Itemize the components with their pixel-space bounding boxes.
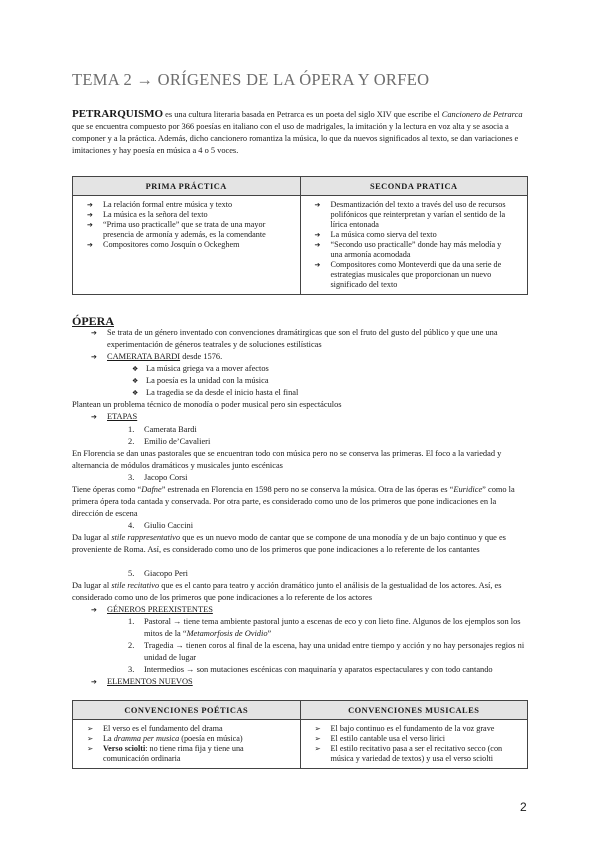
work-cancionero: Cancionero de Petrarca <box>441 110 523 119</box>
poetica-2-pre: La <box>103 734 114 743</box>
list-item: ➔ “Prima uso practicalle” que se trata de una mayor presencia de armonía y además, es la comendante <box>87 220 284 240</box>
list-item: ➔ La música es la señora del texto <box>87 210 284 220</box>
header-convenciones-musicales: CONVENCIONES MUSICALES <box>300 701 528 720</box>
work-euridice: Euridice <box>453 485 483 494</box>
camerata-label: CAMERATA BARDI <box>107 352 181 361</box>
etapa-1: 1. Camerata Bardi <box>128 425 197 434</box>
header-seconda-pratica: SECONDA PRATICA <box>300 177 528 196</box>
generos-label: GÉNEROS PREEXISTENTES <box>107 605 213 614</box>
camerata-date: desde 1576. <box>180 352 223 361</box>
seconda-pratica-cell <box>300 196 528 295</box>
corsi-text-a: Tiene óperas como “ <box>72 485 142 494</box>
etapa-2-name: Emilio de’Cavalieri <box>144 437 211 446</box>
convenciones-poeticas-cell <box>73 720 301 769</box>
section-heading-opera: ÓPERA <box>72 314 114 328</box>
poetica-1-text: El verso es el fundamento del drama <box>103 724 223 733</box>
term-verso-sciolti: Verso sciolti <box>103 744 146 753</box>
convenciones-table <box>72 700 528 769</box>
nuevos-label: ELEMENTOS NUEVOS <box>107 677 193 686</box>
page-title: TEMA 2 → ORÍGENES DE LA ÓPERA Y ORFEO <box>72 70 430 89</box>
genero-3: 3. Intermedios → son mutaciones escénicas con maquinaría y aparatos espectaculares y con todo cantando <box>128 664 528 676</box>
list-item: ➢ El estilo cantable usa el verso lirici <box>315 734 516 744</box>
term-stile-rappresentativo: stile rappresentativo <box>111 533 181 542</box>
genero-1-text: Pastoral → tiene tema ambiente pastoral junto a escenas de eco y con lieto fine. Algunos de los ejemplos son los mitos de la “ <box>144 617 521 638</box>
genero-3-text: Intermedios → son mutaciones escénicas con maquinaría y aparatos espectaculares y con todo cantando <box>144 665 493 674</box>
convenciones-musicales-cell <box>300 720 528 769</box>
corsi-text-c: ” como la primera ópera toda cantada y conservada. Por otra parte, es considerado como uno de los primeros que pone indicaciones en la dirección de escena <box>72 485 515 518</box>
camerata-bullet <box>107 351 222 363</box>
corsi-paragraph <box>72 484 528 520</box>
etapa-1-name: Camerata Bardi <box>144 425 197 434</box>
genero-2: 2. Tragedia → tienen coros al final de la escena, hay una unidad entre tiempo y acción y no hay personajes regios ni unidad de lugar <box>128 640 528 664</box>
term-stile-recitativo: stile recitativo <box>111 581 160 590</box>
work-dafne: Dafne <box>141 485 162 494</box>
peri-text-b: que es el canto para teatro y acción dramático junto el análisis de la gestualidad de los actores. Así, es considerado como uno de los primeros que pone indicaciones a lo referente de los actores <box>72 581 502 602</box>
genero-1: 1. Pastoral → tiene tema ambiente pastoral junto a escenas de eco y con lieto fine. Algunos de los ejemplos son los mitos de la “Metamorfosis de Ovidio” <box>128 617 521 638</box>
list-item: ➔ Desmantización del texto a través del uso de recursos polifónicos que reinterpretan y varían el sentido de la lírica entonada <box>315 200 512 230</box>
etapa-2: 2. Emilio de’Cavalieri <box>128 437 211 446</box>
etapa-3: 3. Jacopo Corsi <box>128 473 188 482</box>
etapas-label: ETAPAS <box>107 412 138 421</box>
camerata-sub-2: ❖ La poesía es la unidad con la música <box>146 375 269 387</box>
list-item <box>87 734 284 744</box>
list-item: ➔ La música como sierva del texto <box>315 230 512 240</box>
peri-paragraph <box>72 580 528 604</box>
etapas-bullet <box>107 411 137 423</box>
corsi-text-b: ” estrenada en Florencia en 1598 pero no se conserva la música. Otra de las óperas es “ <box>161 485 454 494</box>
camerata-sub-3: ❖ La tragedia se da desde el inicio hasta el final <box>146 387 298 399</box>
poetica-2-post: (poesía en música) <box>179 734 243 743</box>
intro-text-b: que se encuentra compuesto por 366 poesías en italiano con el uso de madrigales, la imitación y la lectura en voz alta y se asocia a componer y a la práctica. Además, dicho cancionero romantiza la música, lo que da nuevos significados al texto, se dan variaciones e imitaciones y hay poesía en música a 4 o 5 voces. <box>72 122 519 155</box>
term-petrarquismo: PETRARQUISMO <box>72 108 164 120</box>
caccini-text-a: Da lugar al <box>72 533 112 542</box>
generos-bullet <box>107 604 213 616</box>
prima-practica-cell <box>73 196 301 295</box>
page-number: 2 <box>520 800 527 814</box>
caccini-paragraph <box>72 532 528 556</box>
etapa-5-name: Giacopo Peri <box>144 569 188 578</box>
peri-text-a: Da lugar al <box>72 581 112 590</box>
list-item <box>87 744 284 764</box>
genero-1-end: ” <box>267 629 272 638</box>
list-item: ➔ Compositores como Josquín o Ockeghem <box>87 240 284 250</box>
etapa-3-name: Jacopo Corsi <box>144 473 188 482</box>
nuevos-bullet <box>107 676 193 688</box>
work-metamorfosis: Metamorfosis de Ovidio <box>186 629 268 638</box>
list-item: ➔ Compositores como Monteverdi que da una serie de estrategias musicales que proporcionan un nuevo significado del texto <box>315 260 512 290</box>
intro-text-a: es una cultura literaria basada en Petrarca es un poeta del siglo XIV que escribe el <box>163 110 442 119</box>
camerata-sub-1: ❖ La música griega va a mover afectos <box>146 363 269 375</box>
florencia-paragraph: En Florencia se dan unas pastorales que se encuentran todo con música pero no se conserva las primeras. El foco a la variedad y alternancia de módulos dramáticos y musicales junto escénicas <box>72 449 502 470</box>
practica-table <box>72 176 528 295</box>
list-item <box>87 724 284 734</box>
etapa-4: 4. Giulio Caccini <box>128 521 194 530</box>
etapa-5: 5. Giacopo Peri <box>128 569 188 578</box>
header-prima-practica: PRIMA PRÁCTICA <box>73 177 301 196</box>
list-item: ➢ El estilo recitativo pasa a ser el recitativo secco (con música y variedad de textos) y usa el verso sciolti <box>315 744 516 764</box>
header-convenciones-poeticas: CONVENCIONES POÉTICAS <box>73 701 301 720</box>
opera-bullet-1: ➔ Se trata de un género inventado con convenciones dramátirgicas que son el fruto del gusto del público y que une una experimentación de géneros teatrales y de soluciones estilísticas <box>107 327 527 351</box>
list-item: ➢ El bajo continuo es el fundamento de la voz grave <box>315 724 516 734</box>
term-dramma-per-musica: dramma per musica <box>113 734 180 743</box>
poetica-3-post: : no tiene rima fija y tiene una comunicación ordinaria <box>103 744 244 763</box>
genero-2-text: Tragedia → tienen coros al final de la escena, hay una unidad entre tiempo y acción y no hay personajes regios ni unidad de lugar <box>144 641 525 662</box>
list-item: ➔ La relación formal entre música y texto <box>87 200 284 210</box>
plantean-line: Plantean un problema técnico de monodía o poder musical pero sin espectáculos <box>72 400 342 409</box>
etapa-4-name: Giulio Caccini <box>144 521 194 530</box>
intro-paragraph <box>72 108 528 157</box>
caccini-text-b: que es un nuevo modo de cantar que se compone de una monodía y de un bajo continuo y que es proveniente de Roma. Así, es considerado como uno de los primeros que pone indicaciones a lo referente de los cantantes <box>72 533 506 554</box>
list-item: ➔ “Secondo uso practicalle” donde hay más melodía y una armonía acomodada <box>315 240 512 260</box>
